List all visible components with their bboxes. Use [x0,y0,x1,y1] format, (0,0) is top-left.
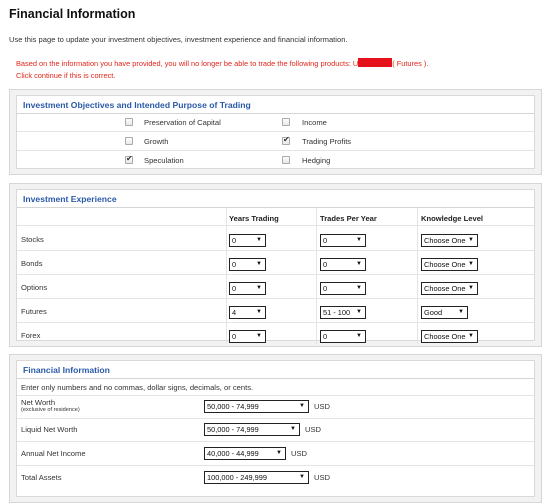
select-value: 50,000 - 74,999 [207,425,259,434]
objectives-panel-body [16,95,535,169]
row-divider [17,441,534,442]
row-divider [17,131,534,132]
dropdown-arrow-icon: ▼ [256,309,262,315]
objectives-title: Investment Objectives and Intended Purpose of Trading [23,100,251,110]
total-assets-select[interactable] [204,471,309,484]
redaction-mark [358,58,392,67]
select-value: Good [424,308,443,317]
experience-row-label: Options [21,283,48,292]
years-trading-select[interactable] [229,234,266,247]
title-divider [17,113,534,114]
net-worth-select[interactable] [204,400,309,413]
select-value: Choose One [424,236,466,245]
warning-message [16,58,428,82]
row-divider [17,465,534,466]
select-value: 0 [323,284,328,293]
dropdown-arrow-icon: ▼ [458,309,464,315]
financial-row-label: Total Assets [21,473,62,482]
select-value: 100,000 - 249,999 [207,473,267,482]
option-label-income: Income [302,118,327,127]
page-title: Financial Information [9,7,136,21]
dropdown-arrow-icon: ▼ [468,333,474,339]
select-value: 4 [232,308,237,317]
experience-row-label: Forex [21,331,41,340]
financial-note: Enter only numbers and no commas, dollar signs, decimals, or cents. [21,383,254,392]
knowledge-level-select[interactable] [421,306,468,319]
row-divider [17,395,534,396]
select-value: 40,000 - 44,999 [207,449,259,458]
dropdown-arrow-icon: ▼ [356,333,362,339]
warning-text: Based on the information you have provided, you will no longer be able to trade the following products: U [16,59,359,68]
option-label-hedging: Hedging [302,156,331,165]
knowledge-level-select[interactable] [421,234,478,247]
financial-row-label: Annual Net Income [21,449,86,458]
select-value: Choose One [424,260,466,269]
years-trading-select[interactable] [229,330,266,343]
experience-row-label: Futures [21,307,47,316]
option-label-preservation: Preservation of Capital [144,118,221,127]
warning-continue-text: Click continue if this is correct. [16,71,116,80]
annual-net-income-select[interactable] [204,447,286,460]
select-value: 0 [232,236,237,245]
financial-title: Financial Information [23,365,110,375]
select-value: Choose One [424,284,466,293]
checkbox-trading-profits[interactable] [282,137,290,145]
checkbox-speculation[interactable] [125,156,133,164]
dropdown-arrow-icon: ▼ [356,309,362,315]
dropdown-arrow-icon: ▼ [256,237,262,243]
column-divider [316,208,317,344]
page-intro: Use this page to update your investment objectives, investment experience and financial information. [9,35,348,44]
column-header-years: Years Trading [229,214,279,223]
knowledge-level-select[interactable] [421,258,478,271]
select-value: 0 [323,236,328,245]
select-value: 0 [323,332,328,341]
trades-per-year-select[interactable] [320,234,366,247]
select-value: 0 [232,284,237,293]
title-divider [17,378,534,379]
select-value: 0 [232,332,237,341]
dropdown-arrow-icon: ▼ [356,237,362,243]
net-worth-label: Net Worth [21,398,56,407]
warning-products: ( Futures ). [392,59,429,68]
trades-per-year-select[interactable] [320,258,366,271]
dropdown-arrow-icon: ▼ [356,261,362,267]
currency-label: USD [305,425,322,434]
dropdown-arrow-icon: ▼ [299,474,305,480]
trades-per-year-select[interactable] [320,306,366,319]
experience-row-label: Stocks [21,235,44,244]
knowledge-level-select[interactable] [421,330,478,343]
column-divider [417,208,418,344]
checkbox-income[interactable] [282,118,290,126]
experience-panel-body [16,189,535,341]
dropdown-arrow-icon: ▼ [256,333,262,339]
checkbox-preservation-of-capital[interactable] [125,118,133,126]
knowledge-level-select[interactable] [421,282,478,295]
select-value: 51 - 100 [323,308,351,317]
checkbox-growth[interactable] [125,137,133,145]
column-header-knowledge: Knowledge Level [421,214,484,223]
currency-label: USD [314,402,331,411]
row-divider [17,322,534,323]
row-divider [17,418,534,419]
column-divider [226,208,227,344]
dropdown-arrow-icon: ▼ [290,426,296,432]
select-value: Choose One [424,332,466,341]
select-value: 0 [323,260,328,269]
experience-panel [9,183,542,347]
select-value: 50,000 - 74,999 [207,402,259,411]
experience-row-label: Bonds [21,259,43,268]
currency-label: USD [291,449,308,458]
row-divider [17,250,534,251]
trades-per-year-select[interactable] [320,330,366,343]
years-trading-select[interactable] [229,282,266,295]
experience-title: Investment Experience [23,194,117,204]
dropdown-arrow-icon: ▼ [468,285,474,291]
row-divider [17,274,534,275]
financial-panel-body [16,360,535,497]
checkbox-hedging[interactable] [282,156,290,164]
column-header-trades: Trades Per Year [320,214,377,223]
select-value: 0 [232,260,237,269]
option-label-trading-profits: Trading Profits [302,137,352,146]
dropdown-arrow-icon: ▼ [276,450,282,456]
dropdown-arrow-icon: ▼ [356,285,362,291]
row-divider [17,150,534,151]
liquid-net-worth-select[interactable] [204,423,300,436]
dropdown-arrow-icon: ▼ [256,285,262,291]
financial-row-label [21,398,80,414]
dropdown-arrow-icon: ▼ [299,403,305,409]
dropdown-arrow-icon: ▼ [468,237,474,243]
row-divider [17,225,534,226]
financial-row-label: Liquid Net Worth [21,425,78,434]
title-divider [17,207,534,208]
row-divider [17,298,534,299]
trades-per-year-select[interactable] [320,282,366,295]
option-label-speculation: Speculation [144,156,184,165]
net-worth-sublabel: (exclusive of residence) [21,407,80,413]
financial-panel [9,354,542,503]
objectives-panel [9,89,542,175]
dropdown-arrow-icon: ▼ [256,261,262,267]
dropdown-arrow-icon: ▼ [468,261,474,267]
years-trading-select[interactable] [229,306,266,319]
option-label-growth: Growth [144,137,169,146]
years-trading-select[interactable] [229,258,266,271]
currency-label: USD [314,473,331,482]
